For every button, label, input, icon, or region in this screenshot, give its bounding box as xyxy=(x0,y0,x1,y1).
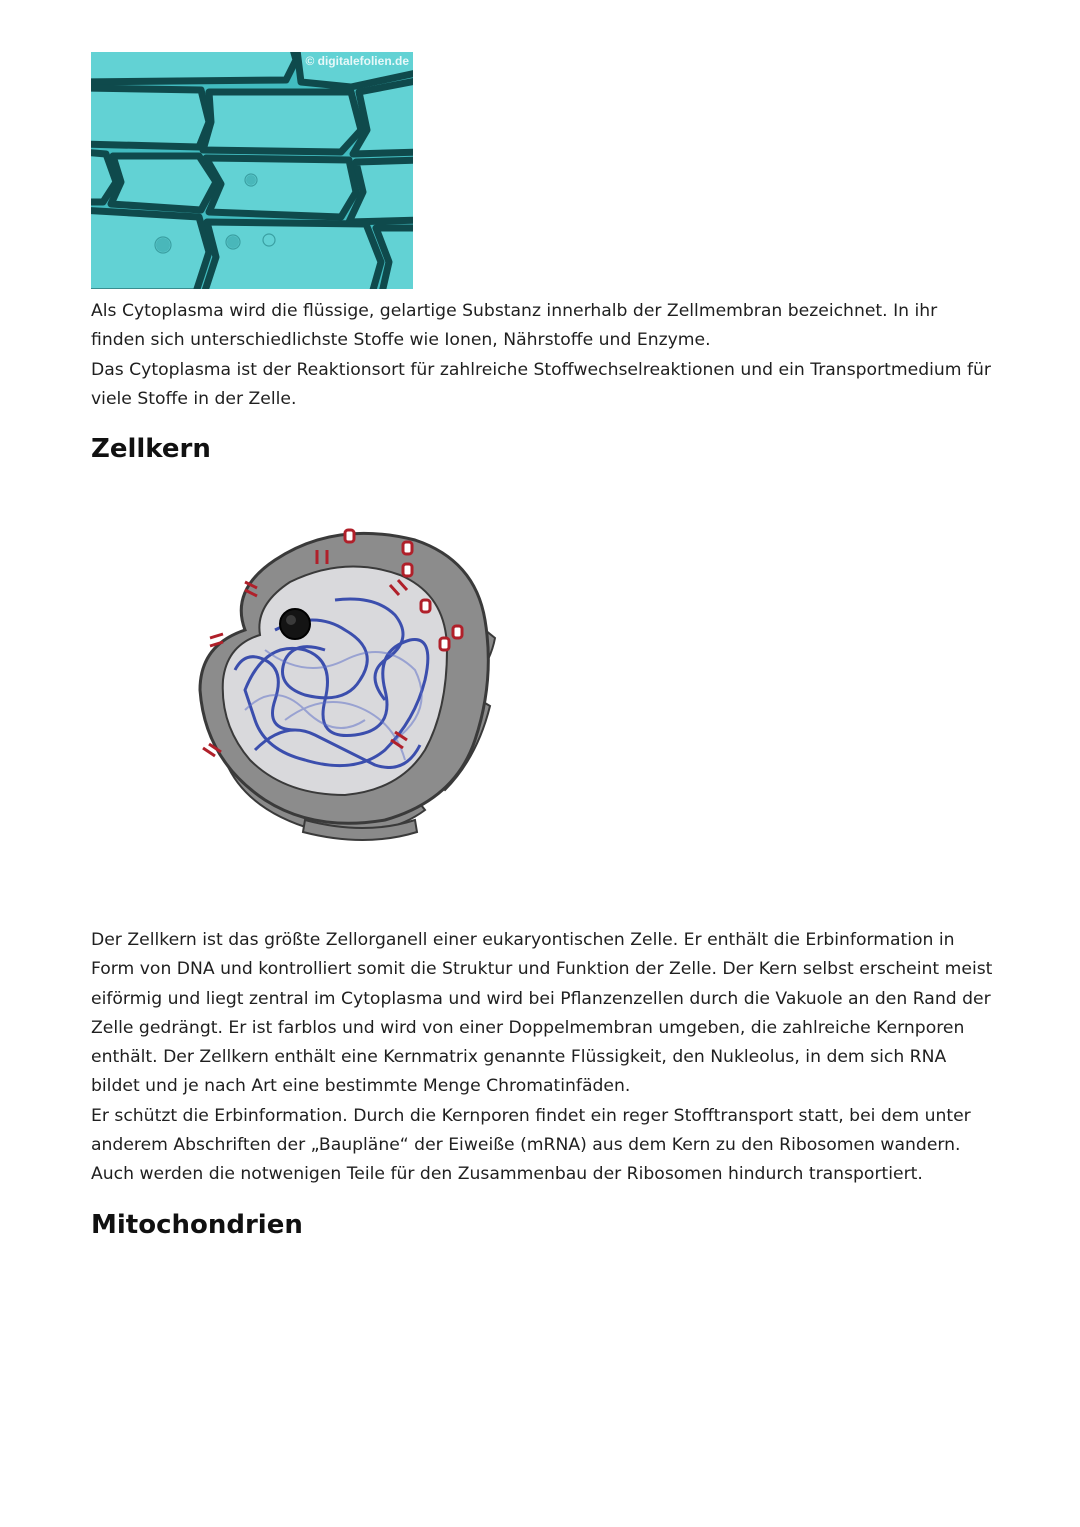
cell-nucleus-diagram xyxy=(185,520,515,850)
cytoplasma-paragraph-1: Als Cytoplasma wird die flüssige, gelartige Substanz innerhalb der Zellmembran bezeichnet. In ihr finden sich unterschiedlichste Stoffe wie Ionen, Nährstoffe und Enzyme. xyxy=(91,301,938,351)
cell-nucleus-icon xyxy=(185,520,515,850)
onion-cells-microscope-image xyxy=(91,52,413,289)
onion-cells-icon xyxy=(91,52,413,289)
zellkern-paragraph-2: Er schützt die Erbinformation. Durch die Kernporen findet ein reger Stofftransport statt, bei dem unter anderem Abschriften der „Baupläne“ der Eiweiße (mRNA) aus dem Kern zu den Ribosomen wandern. Auch werden die notwenigen Teile für den Zusammenbau der Ribosomen hindurch transportiert. xyxy=(91,1105,971,1185)
zellkern-paragraph-1: Der Zellkern ist das größte Zellorganell einer eukaryontischen Zelle. Er enthält die Erbinformation in Form von DNA und kontrolliert somit die Struktur und Funktion der Zelle. Der Kern selbst erscheint meist eiförmig und liegt zentral im Cytoplasma und wird bei Pflanzenzellen durch die Vakuole an den Rand der Zelle gedrängt. Er ist farblos und wird von einer Doppelmembran umgeben, die zahlreiche Kernporen enthält. Der Zellkern enthält eine Kernmatrix genannte Flüssigkeit, den Nukleolus, in dem sich RNA bildet und je nach Art eine bestimmte Menge Chromatinfäden. xyxy=(91,930,993,1097)
zellkern-text xyxy=(91,926,996,1190)
mitochondrien-heading: Mitochondrien xyxy=(91,1210,303,1240)
cytoplasma-text xyxy=(91,297,996,414)
watermark-text: © digitalefolien.de xyxy=(305,54,409,68)
zellkern-heading: Zellkern xyxy=(91,434,211,464)
cytoplasma-paragraph-2: Das Cytoplasma ist der Reaktionsort für zahlreiche Stoffwechselreaktionen und ein Transportmedium für viele Stoffe in der Zelle. xyxy=(91,359,991,409)
